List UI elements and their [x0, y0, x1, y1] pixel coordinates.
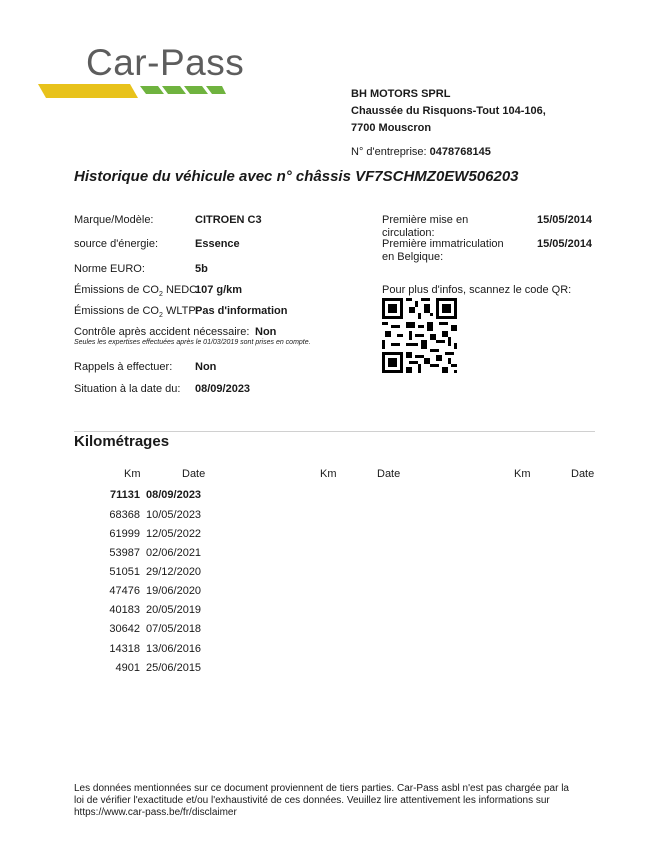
- mileage-row-date: 19/06/2020: [146, 585, 202, 597]
- disclaimer-line-2: loi de vérifier l'exactitude et/ou l'exhaustivité de ces données. Veuillez lire attentivement les informations sur: [74, 795, 550, 806]
- accident-value: Non: [255, 326, 277, 338]
- mileage-row-km: 40183: [109, 604, 140, 616]
- euro-label: Norme EURO:: [74, 263, 145, 275]
- dealer-address-1: Chaussée du Risquons-Tout 104-106,: [351, 105, 546, 117]
- first-reg-label-1: Première immatriculation: [382, 238, 504, 250]
- mileage-row-date: 13/06/2016: [146, 643, 202, 655]
- disclaimer: [74, 783, 594, 819]
- mileage-row-date: 25/06/2015: [146, 662, 202, 674]
- first-use-value: 15/05/2014: [537, 214, 593, 226]
- euro-value: 5b: [195, 263, 208, 275]
- situation-value: 08/09/2023: [195, 383, 251, 395]
- km-header-2: Km: [320, 468, 337, 480]
- mileage-row-date: 10/05/2023: [146, 509, 202, 521]
- mileage-row-km: 68368: [109, 509, 140, 521]
- enterprise-label: N° d'entreprise:: [351, 146, 427, 158]
- date-header-1: Date: [182, 468, 206, 480]
- wltp-label-pre: Émissions de CO: [74, 305, 159, 317]
- energy-value: Essence: [195, 238, 240, 250]
- situation-label: Situation à la date du:: [74, 383, 181, 395]
- section-divider: [74, 431, 595, 432]
- mileage-row-km: 4901: [115, 662, 140, 674]
- qr-label: Pour plus d'infos, scannez le code QR:: [382, 284, 572, 296]
- nedc-label-post: NEDC:: [162, 284, 201, 296]
- mileage-row-date: 20/05/2019: [146, 604, 202, 616]
- recall-label: Rappels à effectuer:: [74, 361, 173, 373]
- mileage-row-date: 12/05/2022: [146, 528, 202, 540]
- wltp-co2-subscript: 2: [158, 312, 163, 320]
- mileage-row-km: 14318: [109, 643, 140, 655]
- mileage-row-date: 29/12/2020: [146, 566, 202, 578]
- date-header-3: Date: [571, 468, 595, 480]
- first-use-label-1: Première mise en: [382, 214, 469, 226]
- disclaimer-link[interactable]: https://www.car-pass.be/fr/disclaimer: [74, 807, 237, 818]
- energy-label: source d'énergie:: [74, 238, 159, 250]
- wltp-value: Pas d'information: [195, 305, 288, 317]
- mileage-row-date: 02/06/2021: [146, 547, 202, 559]
- wltp-label: [74, 305, 199, 319]
- brand-logo-stripes-icon: [36, 82, 226, 100]
- enterprise-number: [351, 146, 491, 158]
- mileage-row-date: 08/09/2023: [146, 489, 202, 501]
- mileage-title: Kilométrages: [74, 433, 170, 450]
- nedc-label-pre: Émissions de CO: [74, 284, 159, 296]
- mileage-row-date: 07/05/2018: [146, 623, 202, 635]
- mileage-row-km: 61999: [109, 528, 140, 540]
- recall-value: Non: [195, 361, 217, 373]
- model-label: Marque/Modèle:: [74, 214, 154, 226]
- model-value: CITROEN C3: [195, 214, 262, 226]
- km-header-3: Km: [514, 468, 531, 480]
- nedc-label: [74, 284, 200, 298]
- disclaimer-line-1: Les données mentionnées sur ce document proviennent de tiers parties. Car-Pass asbl n'est pas chargée par la: [74, 783, 569, 794]
- mileage-row-km: 51051: [109, 566, 140, 578]
- mileage-row-km: 53987: [109, 547, 140, 559]
- date-header-2: Date: [377, 468, 401, 480]
- nedc-value: 107 g/km: [195, 284, 243, 296]
- nedc-co2-subscript: 2: [158, 291, 163, 299]
- first-reg-label-2: en Belgique:: [382, 251, 444, 263]
- accident-note: Seules les expertises effectuées après le 01/03/2019 sont prises en compte.: [74, 339, 311, 346]
- accident-label: Contrôle après accident nécessaire:: [74, 326, 250, 338]
- mileage-row-km: 71131: [110, 489, 140, 501]
- dealer-address-2: 7700 Mouscron: [351, 122, 432, 134]
- first-reg-value: 15/05/2014: [537, 238, 593, 250]
- dealer-name: BH MOTORS SPRL: [351, 88, 451, 100]
- wltp-label-post: WLTP:: [162, 305, 199, 317]
- qr-code-icon[interactable]: [382, 298, 457, 373]
- brand-logo-text: Car-Pass: [86, 42, 245, 83]
- km-header-1: Km: [124, 468, 141, 480]
- page-title: Historique du véhicule avec n° châssis VF7SCHMZ0EW506203: [74, 168, 519, 185]
- mileage-row-km: 47476: [109, 585, 140, 597]
- first-use-label-2: circulation:: [382, 227, 435, 239]
- mileage-row-km: 30642: [109, 623, 140, 635]
- enterprise-value: 0478768145: [429, 146, 491, 158]
